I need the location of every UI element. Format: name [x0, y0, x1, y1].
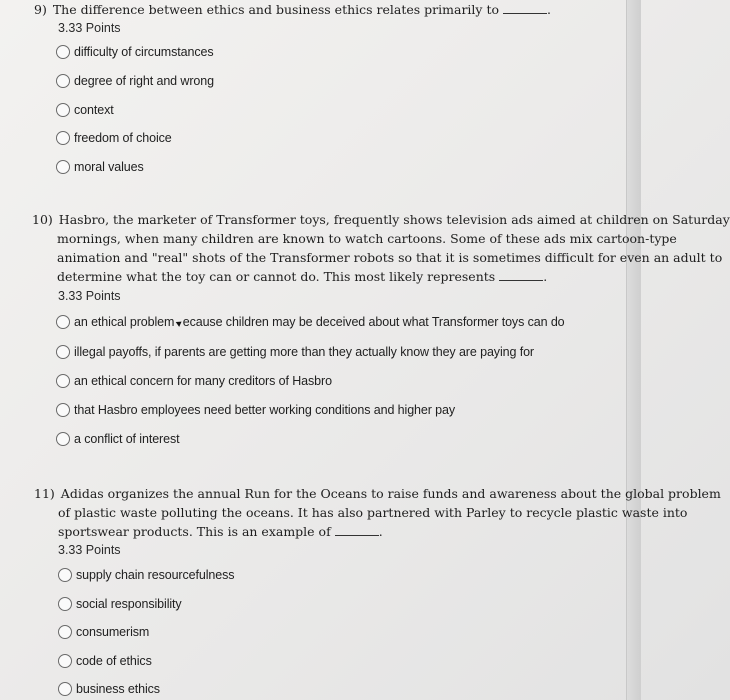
- question-11-line-3: sportswear products. This is an example of: [58, 524, 331, 539]
- q9-option-1[interactable]: [56, 45, 213, 59]
- question-11-text: 11) Adidas organizes the annual Run for the Oceans to raise funds and awareness about the global problem of plastic waste polluting the oceans. It has also partnered with Parley to recycle plastic waste into sportswear products. This is an example of .: [34, 486, 721, 539]
- option-label: moral values: [74, 160, 144, 174]
- radio-button[interactable]: [56, 103, 70, 117]
- radio-button[interactable]: [56, 131, 70, 145]
- option-label: code of ethics: [76, 654, 152, 668]
- q9-option-2[interactable]: [56, 74, 214, 88]
- radio-button[interactable]: [56, 374, 70, 388]
- question-9-points: 3.33 Points: [58, 21, 121, 35]
- radio-button[interactable]: [56, 74, 70, 88]
- radio-button[interactable]: [58, 625, 72, 639]
- question-9-line-1: The difference between ethics and business ethics relates primarily to: [52, 2, 499, 17]
- option-label: social responsibility: [76, 597, 182, 611]
- answer-blank: [499, 268, 543, 281]
- option-label: degree of right and wrong: [74, 74, 214, 88]
- q9-option-4[interactable]: [56, 131, 172, 145]
- q10-option-5[interactable]: [56, 432, 180, 446]
- radio-button[interactable]: [56, 315, 70, 329]
- q11-option-4[interactable]: [58, 654, 152, 668]
- radio-button[interactable]: [56, 160, 70, 174]
- question-10-line-4: determine what the toy can or cannot do. This most likely represents: [57, 269, 496, 284]
- option-label: an ethical concern for many creditors of Hasbro: [74, 374, 332, 388]
- question-10-points: 3.33 Points: [58, 289, 121, 303]
- question-9-number: 9): [34, 2, 47, 17]
- option-label: that Hasbro employees need better working conditions and higher pay: [74, 403, 456, 417]
- option-label: context: [74, 103, 114, 117]
- q10-option-1[interactable]: [56, 315, 565, 329]
- question-11-line-1: Adidas organizes the annual Run for the Oceans to raise funds and awareness about the global problem: [60, 486, 721, 501]
- radio-button[interactable]: [58, 597, 72, 611]
- radio-button[interactable]: [58, 568, 72, 582]
- option-label-part: an ethical problem: [74, 315, 178, 329]
- radio-button[interactable]: [56, 403, 70, 417]
- q11-option-2[interactable]: [58, 597, 182, 611]
- question-11-line-2: of plastic waste polluting the oceans. It has also partnered with Parley to recycle plastic waste into: [58, 505, 688, 520]
- answer-blank: [335, 523, 379, 536]
- option-label-part: ecause children may be deceived about what Transformer toys can do: [182, 315, 565, 329]
- radio-button[interactable]: [56, 345, 70, 359]
- q11-option-5[interactable]: [58, 682, 160, 696]
- q11-option-1[interactable]: [58, 568, 234, 582]
- question-11-points: 3.33 Points: [58, 543, 121, 557]
- option-label: a conflict of interest: [74, 432, 180, 446]
- option-label: consumerism: [76, 625, 150, 639]
- q9-option-3[interactable]: [56, 103, 114, 117]
- page-edge: [626, 0, 641, 700]
- question-10-text: 10) Hasbro, the marketer of Transformer toys, frequently shows television ads aimed at children on Saturday mornings, when many children are known to watch cartoons. Some of these ads mix cartoon-type animation and "real" shots of the Transformer robots so that it is sometimes difficult for even an adult to determine what the toy can or cannot do. This most likely represents .: [32, 212, 730, 284]
- radio-button[interactable]: [58, 654, 72, 668]
- radio-button[interactable]: [56, 45, 70, 59]
- question-9-text: 9) The difference between ethics and business ethics relates primarily to .: [34, 2, 551, 17]
- q10-option-2[interactable]: [56, 345, 534, 359]
- q9-option-5[interactable]: [56, 160, 144, 174]
- question-10-line-3: animation and "real" shots of the Transformer robots so that it is sometimes difficult for even an adult to: [57, 250, 723, 265]
- q10-option-3[interactable]: [56, 374, 332, 388]
- option-label: freedom of choice: [74, 131, 172, 145]
- answer-blank: [503, 1, 547, 14]
- question-11-number: 11): [34, 486, 55, 501]
- question-10-line-2: mornings, when many children are known to watch cartoons. Some of these ads mix cartoon-type: [57, 231, 677, 246]
- q11-option-3[interactable]: [58, 625, 149, 639]
- question-10-line-1: Hasbro, the marketer of Transformer toys, frequently shows television ads aimed at children on Saturday: [58, 212, 730, 227]
- radio-button[interactable]: [58, 682, 72, 696]
- option-label: supply chain resourcefulness: [76, 568, 235, 582]
- option-label: [74, 315, 565, 329]
- question-10-number: 10): [32, 212, 53, 227]
- option-label: illegal payoffs, if parents are getting more than they actually know they are paying for: [74, 345, 534, 359]
- option-label: business ethics: [76, 682, 160, 696]
- option-label: difficulty of circumstances: [74, 45, 214, 59]
- radio-button[interactable]: [56, 432, 70, 446]
- q10-option-4[interactable]: [56, 403, 455, 417]
